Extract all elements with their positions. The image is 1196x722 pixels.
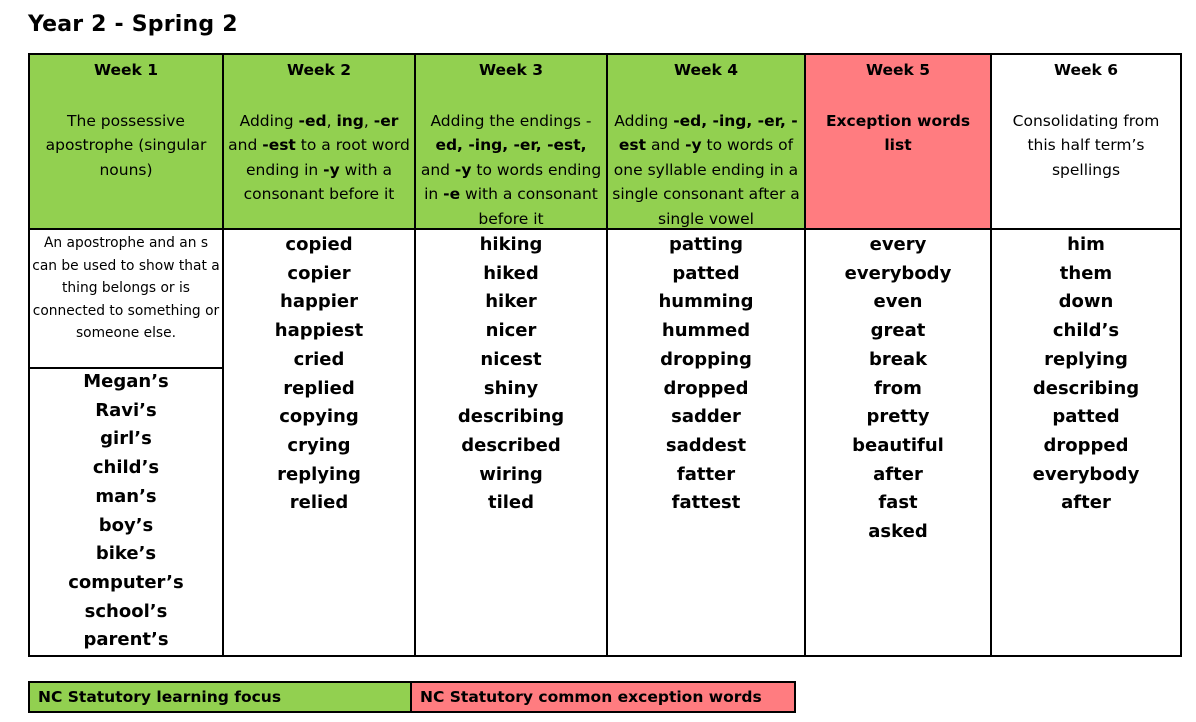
week-5-header — [806, 55, 990, 230]
week-6-column — [992, 55, 1180, 655]
week-2-column — [224, 55, 416, 655]
spelling-word: replying — [1044, 348, 1128, 370]
spelling-word: cried — [293, 348, 345, 370]
spelling-word: fatter — [676, 463, 736, 485]
week-2-label: Week 2 — [286, 61, 352, 79]
legend-statutory-focus: NC Statutory learning focus — [28, 681, 412, 713]
week-4-column — [608, 55, 806, 655]
spelling-word: copying — [279, 406, 359, 428]
spelling-word: bike’s — [95, 543, 157, 565]
spelling-word: great — [870, 320, 926, 342]
topic-text-segment: Consolidating from this half term’s spellings — [1012, 112, 1160, 179]
spelling-word: from — [874, 377, 922, 399]
topic-text-segment: ing — [336, 112, 364, 130]
spelling-word: humming — [658, 291, 754, 313]
week-5-column — [806, 55, 992, 655]
spelling-word: everybody — [1032, 463, 1140, 485]
week-5-label: Week 5 — [865, 61, 931, 79]
topic-text-segment: and — [646, 136, 686, 155]
week-1-note: An apostrophe and an s can be used to show that a thing belongs or is connected to something or someone else. — [30, 230, 222, 369]
spelling-word: every — [869, 234, 927, 255]
spelling-word: fast — [878, 492, 918, 514]
spelling-word: describing — [1032, 377, 1140, 399]
spelling-word: Megan’s — [83, 371, 169, 392]
spelling-word: shiny — [483, 377, 539, 399]
topic-text-segment: -ed — [298, 112, 327, 130]
spelling-word: child’s — [92, 457, 160, 479]
page-title: Year 2 - Spring 2 — [28, 12, 238, 37]
week-1-column — [30, 55, 224, 655]
spelling-word: nicest — [480, 348, 542, 370]
week-2-word-list — [224, 231, 414, 518]
spelling-word: describing — [457, 406, 565, 428]
topic-text-segment: -e — [443, 185, 461, 204]
spelling-word: wiring — [479, 463, 543, 485]
spelling-word: crying — [287, 434, 351, 456]
spelling-word: asked — [868, 521, 928, 543]
topic-text-segment: Adding — [614, 112, 674, 130]
spelling-word: hummed — [661, 320, 751, 342]
spelling-word: beautiful — [852, 434, 944, 456]
week-2-topic — [227, 109, 411, 207]
spelling-word: hiker — [485, 291, 537, 313]
spelling-word: school’s — [84, 600, 168, 622]
spelling-word: them — [1059, 262, 1113, 284]
spelling-word: described — [461, 434, 561, 456]
spelling-word: tiled — [487, 492, 535, 514]
spelling-word: happier — [280, 291, 358, 313]
week-5-word-list — [806, 231, 990, 547]
spelling-word: him — [1067, 234, 1105, 255]
topic-text-segment: to words of one syllable ending in a single consonant after a single vowel — [612, 136, 800, 228]
spelling-word: down — [1058, 291, 1114, 313]
spelling-word: replying — [277, 463, 361, 485]
week-4-header — [608, 55, 804, 230]
spelling-word: break — [868, 348, 928, 370]
spelling-word: computer’s — [68, 571, 184, 593]
week-4-word-list — [608, 231, 804, 518]
spelling-word: after — [1061, 492, 1111, 514]
spelling-word: child’s — [1052, 320, 1120, 342]
topic-text-segment: -y — [685, 136, 702, 155]
spelling-word: everybody — [844, 262, 952, 284]
week-5-topic — [809, 109, 987, 158]
week-3-topic — [419, 109, 603, 231]
topic-text-segment: Exception words list — [825, 112, 971, 155]
topic-text-segment: and — [420, 160, 455, 179]
spelling-word: hiking — [479, 234, 543, 255]
spelling-word: sadder — [671, 406, 741, 428]
week-1-header — [30, 55, 222, 230]
spelling-word: copied — [285, 234, 353, 255]
topic-text-segment: to words ending in — [424, 160, 602, 204]
topic-text-segment: , — [326, 112, 337, 130]
topic-text-segment: with a consonant before it — [243, 160, 395, 204]
topic-text-segment: with a consonant before it — [460, 185, 598, 228]
spelling-word: parent’s — [83, 629, 169, 651]
spelling-word: patting — [668, 234, 744, 255]
spelling-word: dropped — [1043, 434, 1129, 456]
week-3-word-list — [416, 231, 606, 518]
week-1-word-list — [30, 368, 222, 655]
week-4-label: Week 4 — [673, 61, 739, 79]
topic-text-segment: Adding — [239, 112, 299, 130]
week-3-header — [416, 55, 606, 230]
spelling-table — [28, 53, 1182, 657]
spelling-word: patted — [1052, 406, 1120, 428]
week-2-header — [224, 55, 414, 230]
week-6-topic — [995, 109, 1177, 182]
topic-text-segment: ed, -ing, -er, -est, — [435, 136, 587, 155]
week-3-label: Week 3 — [478, 61, 544, 79]
spelling-word: fattest — [671, 492, 741, 514]
spelling-word: hiked — [483, 262, 539, 284]
week-1-label: Week 1 — [93, 61, 159, 79]
topic-text-segment: to a root word ending in — [246, 136, 410, 179]
week-4-topic — [611, 109, 801, 231]
spelling-word: even — [873, 291, 923, 313]
week-6-word-list — [992, 231, 1180, 518]
spelling-word: girl’s — [100, 428, 152, 450]
spelling-word: pretty — [866, 406, 930, 428]
spelling-word: replied — [283, 377, 355, 399]
spelling-word: relied — [289, 492, 349, 514]
topic-text-segment: , — [363, 112, 374, 130]
week-3-column — [416, 55, 608, 655]
spelling-word: dropped — [663, 377, 749, 399]
topic-text-segment: -est — [262, 136, 296, 155]
spelling-word: copier — [287, 262, 351, 284]
spelling-word: man’s — [95, 485, 157, 507]
spelling-word: patted — [672, 262, 740, 284]
topic-text-segment: -ed, -ing, -er, -est — [618, 112, 798, 155]
week-6-header — [992, 55, 1180, 230]
spelling-word: happiest — [274, 320, 364, 342]
spelling-word: saddest — [665, 434, 747, 456]
topic-text-segment: -er — [373, 112, 399, 130]
week-6-label: Week 6 — [1053, 61, 1119, 79]
legend-exception-words: NC Statutory common exception words — [410, 681, 796, 713]
spelling-word: Ravi’s — [95, 399, 157, 421]
week-1-topic — [33, 109, 219, 182]
topic-text-segment: Adding the endings - — [430, 112, 592, 130]
spelling-word: dropping — [660, 348, 752, 370]
topic-text-segment: -y — [454, 160, 472, 179]
spelling-word: boy’s — [98, 514, 154, 536]
spelling-word: nicer — [485, 320, 537, 342]
topic-text-segment: and — [228, 136, 263, 155]
spelling-word: after — [873, 463, 923, 485]
topic-text-segment: -y — [323, 160, 340, 179]
topic-text-segment: The possessive apostrophe (singular nouns) — [45, 112, 207, 179]
